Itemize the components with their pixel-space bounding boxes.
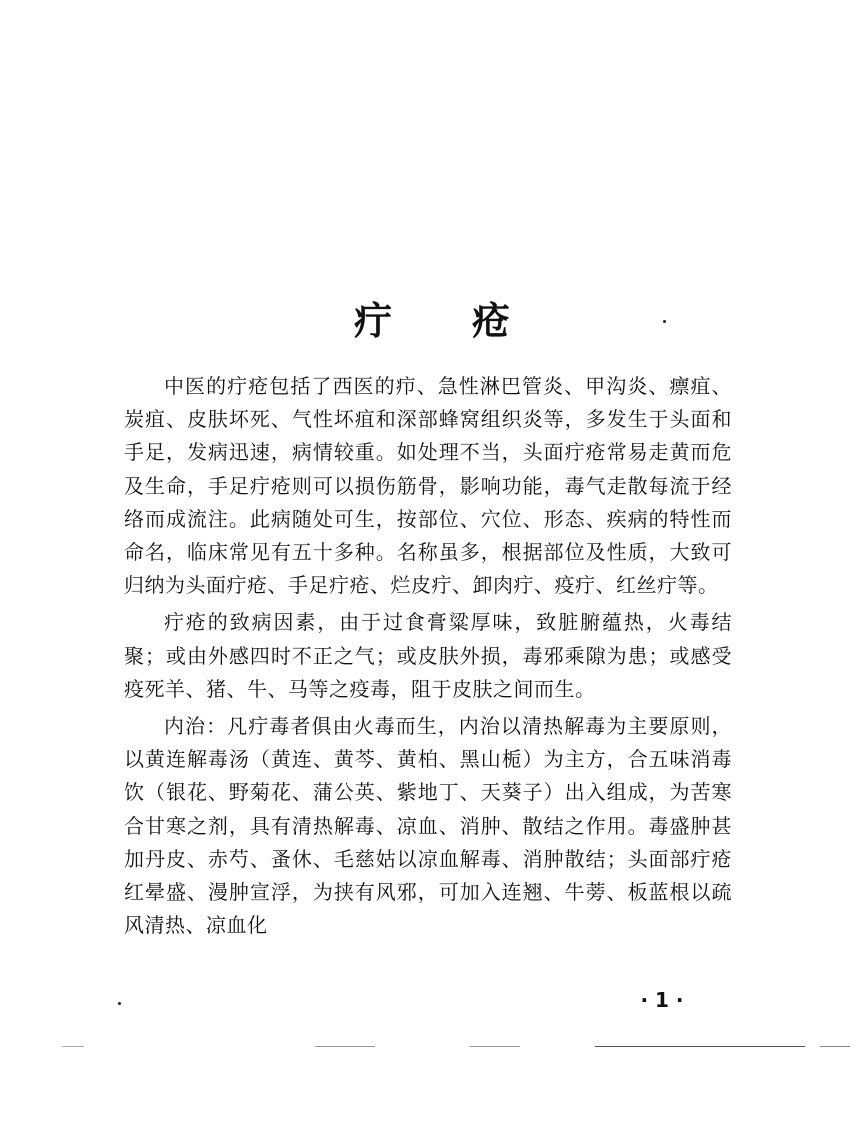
page-title bbox=[0, 290, 866, 345]
title-char-2: 疮 bbox=[472, 299, 513, 343]
scan-line bbox=[820, 1046, 850, 1047]
scan-speck bbox=[118, 1002, 121, 1005]
body-text bbox=[124, 370, 732, 946]
paragraph: 内治：凡疔毒者俱由火毒而生，内治以清热解毒为主要原则，以黄连解毒汤（黄连、黄芩、黄柏、黑山栀）为主方，合五味消毒饮（银花、野菊花、蒲公英、紫地丁、天葵子）出入组成，为苦寒合甘寒之剂，具有清热解毒、凉血、消肿、散结之作用。毒盛肿甚加丹皮、赤芍、蚤休、毛慈姑以凉血解毒、消肿散结；头面部疔疮红晕盛、漫肿宣浮，为挟有风邪，可加入连翘、牛蒡、板蓝根以疏风清热、凉血化 bbox=[124, 714, 732, 938]
title-char-1: 疔 bbox=[353, 299, 394, 343]
page-number: · 1 · bbox=[640, 988, 684, 1012]
scan-line bbox=[595, 1046, 805, 1047]
paragraph: 疔疮的致病因素，由于过食膏粱厚味，致脏腑蕴热，火毒结聚；或由外感四时不正之气；或皮肤外损，毒邪乘隙为患；或感受疫死羊、猪、牛、马等之疫毒，阻于皮肤之间而生。 bbox=[124, 610, 732, 701]
scan-line bbox=[315, 1046, 375, 1047]
scan-line bbox=[470, 1046, 520, 1047]
scan-line bbox=[62, 1046, 84, 1047]
paragraph: 中医的疔疮包括了西医的疖、急性淋巴管炎、甲沟炎、瘭疽、炭疽、皮肤坏死、气性坏疽和深部蜂窝组织炎等，多发生于头面和手足，发病迅速，病情较重。如处理不当，头面疔疮常易走黄而危及生命，手足疔疮则可以损伤筋骨，影响功能，毒气走散每流于经络而成流注。此病随处可生，按部位、穴位、形态、疾病的特性而命名，临床常见有五十多种。名称虽多，根据部位及性质，大致可归纳为头面疔疮、手足疔疮、烂皮疔、卸肉疔、疫疔、红丝疔等。 bbox=[124, 374, 732, 598]
scan-speck bbox=[663, 320, 666, 323]
